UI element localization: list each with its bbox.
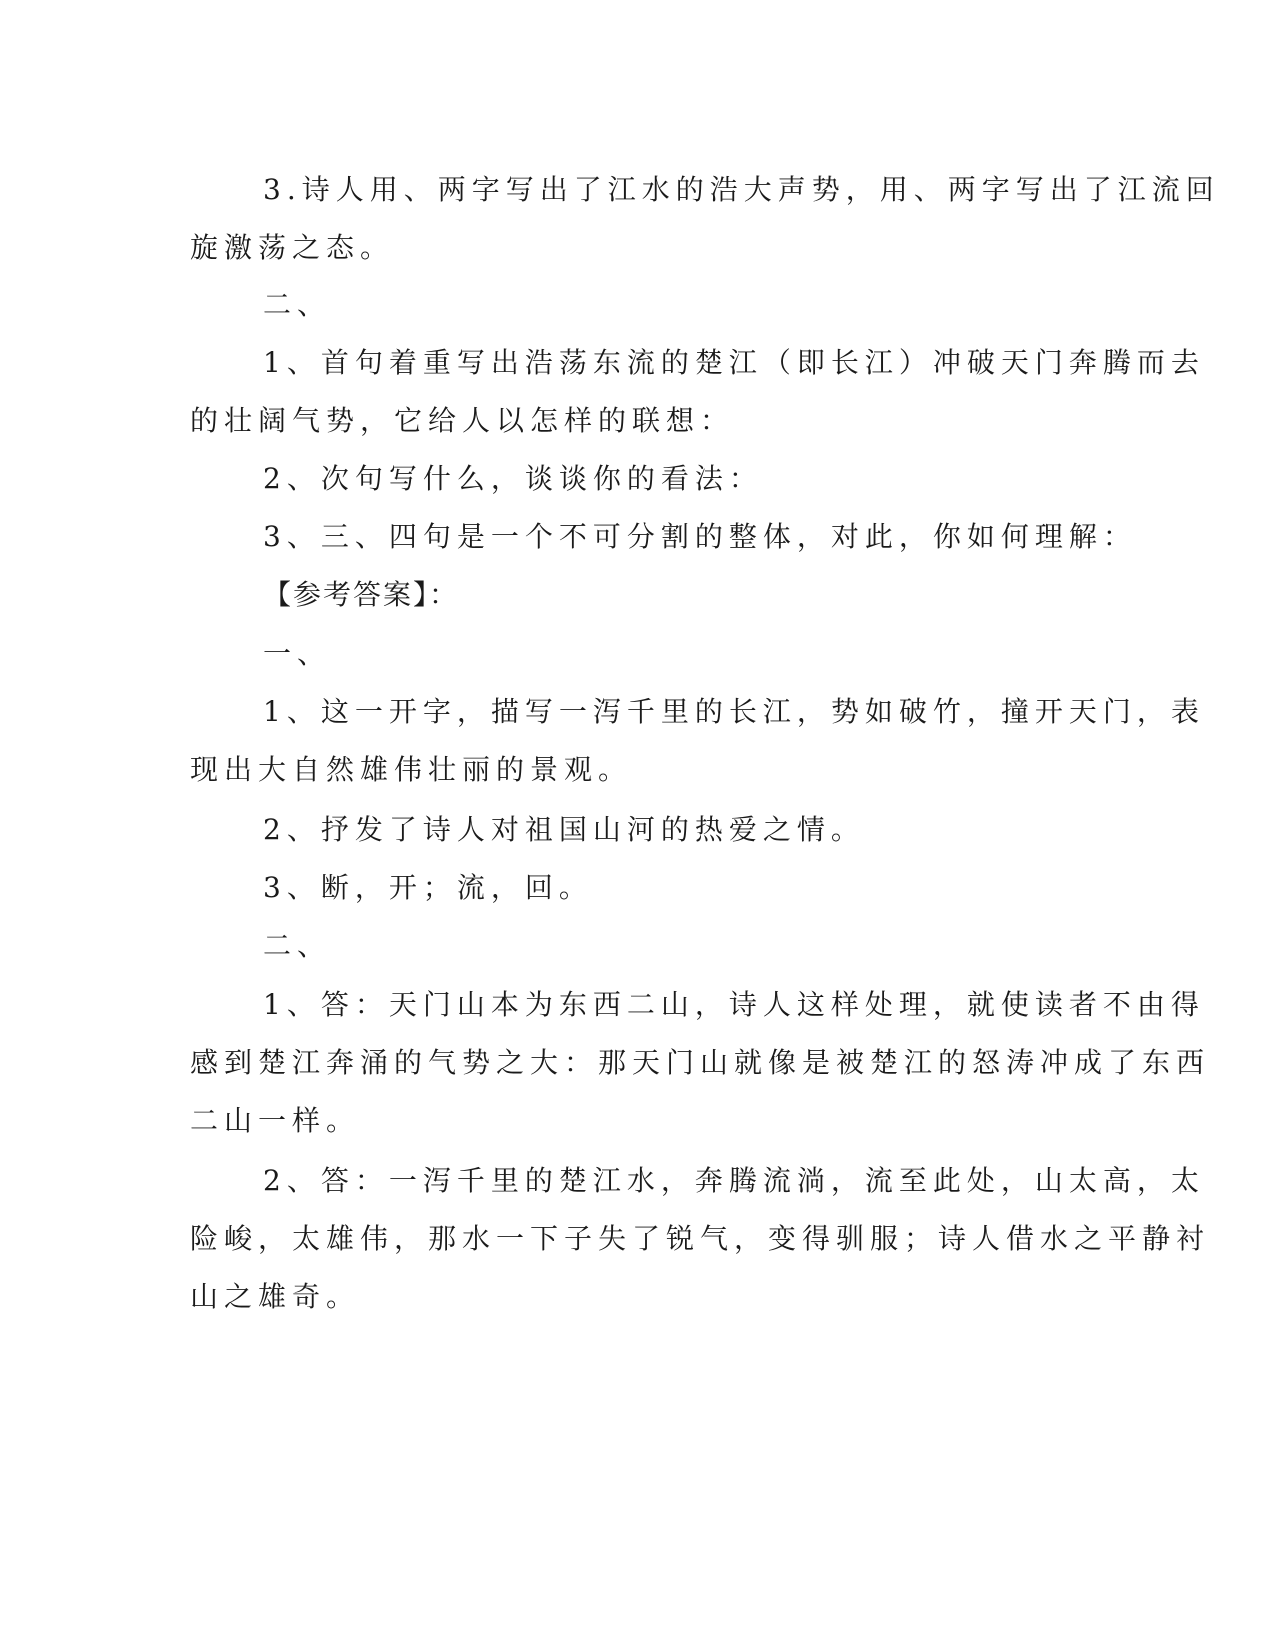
text-line: 3、三、四句是一个不可分割的整体，对此，你如何理解： xyxy=(263,520,1137,553)
text-line: 1、这一开字，描写一泻千里的长江，势如破竹，撞开天门，表 xyxy=(263,695,1205,728)
section-heading: 一、 xyxy=(263,637,332,670)
text-line: 的壮阔气势，它给人以怎样的联想： xyxy=(190,404,735,437)
text-line: 旋激荡之态。 xyxy=(190,231,395,264)
text-line: 2、答：一泻千里的楚江水，奔腾流淌，流至此处，山太高，太 xyxy=(263,1164,1205,1197)
text-line: 险峻，太雄伟，那水一下子失了锐气，变得驯服；诗人借水之平静衬 xyxy=(190,1222,1211,1255)
text-line: 1、首句着重写出浩荡东流的楚江（即长江）冲破天门奔腾而去 xyxy=(263,346,1205,379)
text-line: 3、断，开；流，回。 xyxy=(263,871,593,904)
answer-heading: 【参考答案】： xyxy=(263,578,460,611)
text-line: 二山一样。 xyxy=(190,1104,361,1137)
section-heading: 二、 xyxy=(263,288,332,321)
text-line: 现出大自然雄伟壮丽的景观。 xyxy=(190,753,633,786)
text-line: 2、次句写什么，谈谈你的看法： xyxy=(263,462,763,495)
text-line: 2、抒发了诗人对祖国山河的热爱之情。 xyxy=(263,813,865,846)
text-line: 山之雄奇。 xyxy=(190,1280,361,1313)
section-heading: 二、 xyxy=(263,929,332,962)
text-line: 3.诗人用、两字写出了江水的浩大声势，用、两字写出了江流回 xyxy=(263,173,1220,206)
text-line: 感到楚江奔涌的气势之大：那天门山就像是被楚江的怒涛冲成了东西 xyxy=(190,1046,1211,1079)
text-line: 1、答：天门山本为东西二山，诗人这样处理，就使读者不由得 xyxy=(263,988,1205,1021)
